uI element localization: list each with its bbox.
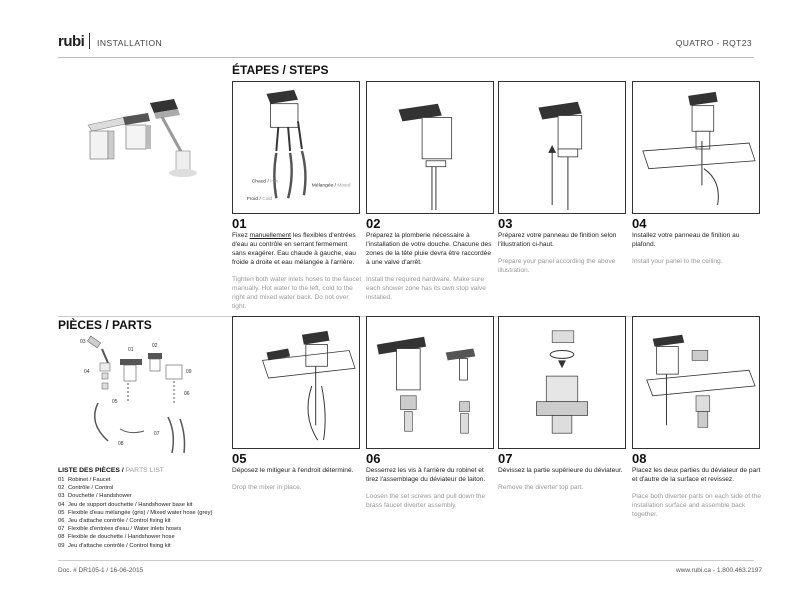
contact-info: www.rubi.ca - 1.800.463.2197 — [676, 567, 762, 574]
step-03-caption — [498, 216, 628, 275]
step-07-caption — [498, 451, 628, 492]
step-text-fr: Fixez manuellement les flexibles d'entrées d'eau au contrôle en serrant fermement sans exagérer. Eau chaude à gauche, eau froide à droite et eau mélangée à l'arrière. — [232, 232, 356, 266]
step-text-fr: Déposez le mitigeur à l'endroit déterminé. — [232, 467, 354, 474]
list-item: 03 Douchette / Handshower — [58, 493, 132, 500]
callout-01: 01 — [128, 347, 134, 353]
step-05-illustration — [232, 316, 360, 449]
step-text-en: Tighten both water inlets hoses to the faucet manually. Hot water to the left, cold to the right and mixed water back. Do not over tight. — [232, 276, 362, 310]
header-rule — [58, 57, 754, 58]
step-text-en: Place both diverter parts on each side of the installation surface and assemble back together. — [632, 493, 762, 518]
step-06-caption — [366, 451, 496, 510]
hot-label: Chaud / — [251, 179, 271, 185]
cold-label-en: Cold — [262, 197, 273, 203]
callout-08: 08 — [118, 441, 124, 447]
callout-02: 02 — [152, 343, 158, 349]
parts-list-title: LISTE DES PIÈCES / PARTS LIST — [58, 467, 164, 474]
list-item: 07 Flexible d'entrées d'eau / Water inlets hoses — [58, 526, 182, 533]
product-code: QUATRO - RQT23 — [675, 38, 752, 48]
step-number: 01 — [232, 216, 247, 231]
step-text-en: Prepare your panel according the above illustration. — [498, 258, 616, 274]
list-item: 04 Jeu de support douchette / Handshower base kit — [58, 501, 193, 508]
step-text-en: Remove the diverter top part. — [498, 484, 584, 491]
mixed-label-en: Mixed — [337, 183, 351, 189]
footer-rule — [58, 560, 754, 561]
callout-05: 05 — [112, 399, 118, 405]
step-04-illustration — [632, 81, 760, 214]
step-number: 05 — [232, 451, 247, 466]
list-item: 08 Flexible de douchette / Handshower hose — [58, 534, 175, 541]
header-divider — [89, 33, 90, 49]
step-text-fr: Placez les deux parties du déviateur de part et d'autre de la surface et revissez. — [632, 467, 761, 483]
step-text-fr: Préparez votre panneau de finition selon l'illustration ci-haut. — [498, 232, 617, 248]
step-01-caption — [232, 216, 362, 311]
svg-text:Mélangée / Mixed — [312, 182, 351, 188]
step-text-fr: Préparez la plomberie nécessaire à l'installation de votre douche. Chacune des zones de la tête pluie devra être raccordée à une valve d'arrêt. — [366, 232, 492, 266]
step-04-caption — [632, 216, 762, 266]
mixed-label: Mélangée / — [311, 183, 338, 189]
step-text-en: Drop the mixer in place. — [232, 484, 302, 491]
step-text-fr: Dévissez la partie supérieure du déviateur. — [498, 467, 623, 474]
list-item: 06 Jeu d'attache contrôle / Control fixing kit — [58, 518, 171, 525]
parts-list — [58, 467, 228, 550]
step-text-en: Install your panel to the ceiling. — [632, 258, 723, 265]
callout-09: 09 — [186, 369, 192, 375]
step-text-fr: Installez votre panneau de finition au plafond. — [632, 232, 740, 248]
step-text-fr: Desserrez les vis à l'arrière du robinet et tirez l'assemblage du déviateur de laiton. — [366, 467, 486, 483]
step-07-illustration — [498, 316, 626, 449]
step-number: 04 — [632, 216, 647, 231]
callout-07: 07 — [154, 431, 160, 437]
list-item: 05 Flexible d'eau mélangée (gris) / Mixed water hose (grey) — [58, 509, 213, 516]
hot-label-en: Hot — [270, 179, 278, 185]
parts-diagram — [68, 333, 208, 463]
step-08-caption — [632, 451, 762, 519]
cold-label: Froid / — [246, 197, 263, 203]
step-number: 06 — [366, 451, 381, 466]
step-02-illustration — [366, 81, 494, 214]
brand-logo: rubi — [58, 33, 85, 50]
list-item: 09 Jeu d'attache contrôle / Control fixing kit — [58, 542, 171, 549]
steps-title: ÉTAPES / STEPS — [232, 63, 329, 77]
step-01-illustration — [232, 81, 360, 214]
parts-title: PIÈCES / PARTS — [58, 318, 152, 332]
step-number: 02 — [366, 216, 381, 231]
step-number: 08 — [632, 451, 647, 466]
list-item: 01 Robinet / Faucet — [58, 477, 111, 483]
document-number: Doc. # DR105-1 / 16-06-2015 — [58, 567, 144, 574]
callout-06: 06 — [184, 391, 190, 397]
list-item: 02 Contrôle / Control — [58, 485, 114, 492]
step-02-caption — [366, 216, 496, 302]
step-number: 03 — [498, 216, 513, 231]
step-text-en: Install the required hardware. Make sure each shower zone has its own stop valve installed. — [366, 276, 486, 301]
callout-04: 04 — [84, 369, 90, 375]
section-label: INSTALLATION — [97, 38, 163, 48]
svg-text:Froid / Cold — [247, 196, 273, 202]
svg-text:Chaud / Hot — [252, 178, 279, 184]
step-03-illustration — [498, 81, 626, 214]
step-06-illustration — [366, 316, 494, 449]
callout-03: 03 — [80, 339, 86, 345]
step-text-en: Loosen the set screws and pull down the brass faucet diverter assembly. — [366, 493, 486, 509]
step-05-caption — [232, 451, 362, 492]
product-illustration — [68, 95, 203, 180]
parts-list-items — [58, 476, 228, 550]
step-08-illustration — [632, 316, 760, 449]
step-number: 07 — [498, 451, 513, 466]
